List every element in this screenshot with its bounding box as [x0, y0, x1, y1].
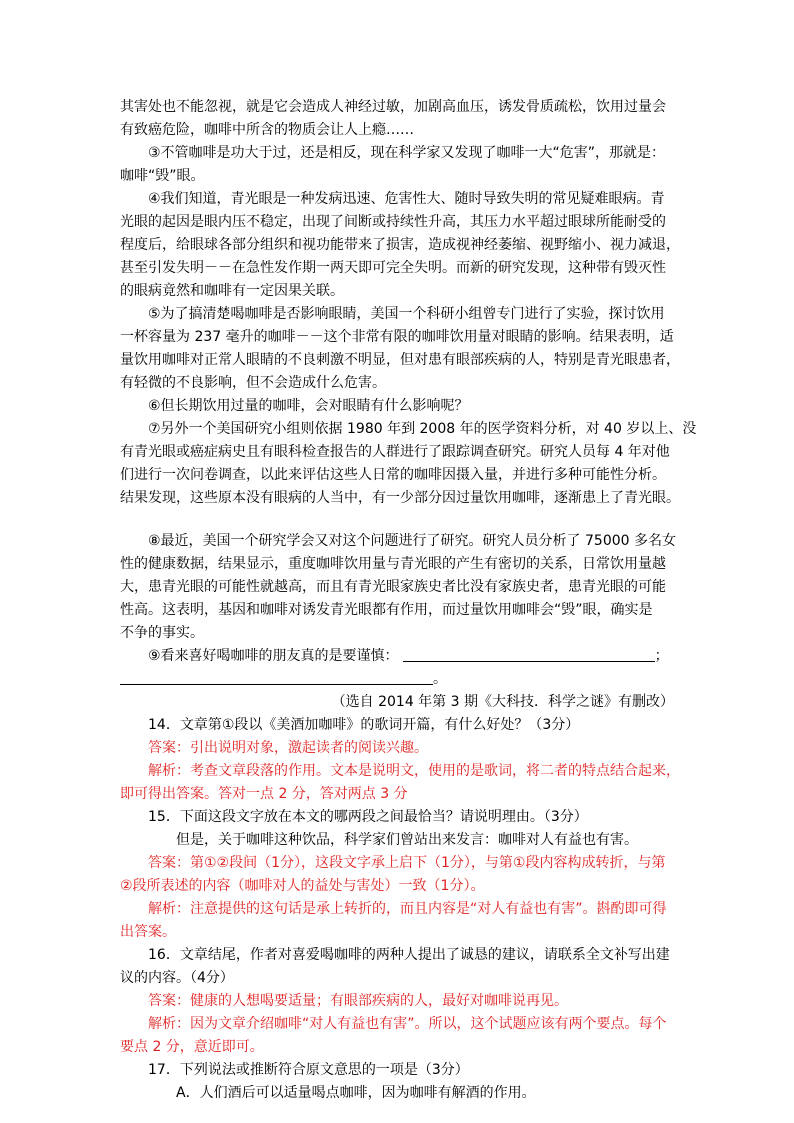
paragraph-9-period: 。	[433, 671, 447, 687]
paragraph-4-line-5: 的眼病竟然和咖啡有一定因果关联。	[120, 283, 344, 299]
q16-question-line-2: 议的内容。（4分）	[120, 970, 234, 986]
paragraph-4-line-1: ④我们知道，青光眼是一种发病迅速、危害性大、随时导致失明的常见疑难眼病。青	[148, 191, 665, 207]
article-source: （选自 2014 年第 3 期《大科技．科学之谜》有删改）	[331, 694, 674, 710]
document-page	[120, 96, 697, 1105]
q14-analysis-line-1: 解析：考查文章段落的作用。文本是说明文，使用的是歌词，将二者的特点结合起来，	[148, 763, 680, 779]
q15-answer-line-1: 答案：第①②段间（1分），这段文字承上启下（1分），与第①段内容构成转折，与第	[148, 855, 666, 871]
q17-question: 17．下列说法或推断符合原文意思的一项是（3分）	[148, 1062, 469, 1078]
paragraph-5-line-3: 量饮用咖啡对正常人眼睛的不良刺激不明显，但对患有眼部疾病的人，特别是青光眼患者，	[120, 352, 680, 368]
paragraph-3-line-2: 咖啡“毁”眼。	[120, 168, 205, 184]
paragraph-9-text: ⑨看来喜好喝咖啡的朋友真的是要谨慎：	[148, 648, 399, 664]
paragraph-5-line-4: 有轻微的不良影响，但不会造成什么危害。	[120, 375, 386, 391]
q15-analysis-line-1: 解析：注意提供的这句话是承上转折的，而且内容是“对人有益也有害”。斟酌即可得	[148, 901, 667, 917]
q17-option-a: A．人们酒后可以适量喝点咖啡，因为咖啡有解酒的作用。	[176, 1085, 536, 1101]
paragraph-3-line-1: ③不管咖啡是功大于过，还是相反，现在科学家又发现了咖啡一大“危害”，那就是：	[148, 145, 666, 161]
paragraph-7-line-1: ⑦另外一个美国研究小组则依据 1980 年到 2008 年的医学资料分析，对 40 岁以上、没	[148, 421, 697, 437]
q16-analysis-line-2: 要点 2 分，意近即可。	[120, 1039, 264, 1055]
q14-question: 14．文章第①段以《美酒加咖啡》的歌词开篇，有什么好处？（3分）	[148, 717, 580, 733]
paragraph-8-line-2: 性的健康数据，结果显示，重度咖啡饮用量与青光眼的产生有密切的关系，日常饮用量越	[120, 556, 666, 572]
paragraph-gap	[120, 510, 674, 530]
q14-analysis-line-2: 即可得出答案。答对一点 2 分，答对两点 3 分	[120, 786, 408, 802]
paragraph-8-line-5: 不争的事实。	[120, 625, 204, 641]
q16-answer: 答案：健康的人想喝要适量；有眼部疾病的人，最好对咖啡说再见。	[148, 993, 568, 1009]
fill-blank-2	[120, 670, 433, 685]
q14-answer: 答案：引出说明对象，激起读者的阅读兴趣。	[148, 740, 428, 756]
paragraph-1-line-1: 其害处也不能忽视，就是它会造成人神经过敏，加剧高血压，诱发骨质疏松，饮用过量会	[120, 99, 666, 115]
paragraph-9-semicolon: ；	[654, 648, 669, 664]
fill-blank-1	[403, 647, 655, 662]
paragraph-9-line-1	[120, 645, 674, 668]
q16-analysis-line-1: 解析：因为文章介绍咖啡“对人有益也有害”。所以，这个试题应该有两个要点。每个	[148, 1016, 667, 1032]
q15-quote: 但是，关于咖啡这种饮品，科学家们曾站出来发言：咖啡对人有益也有害。	[176, 832, 638, 848]
paragraph-8-line-3: 大，患青光眼的可能性就越高，而且有青光眼家族史者比没有家族史者，患青光眼的可能	[120, 579, 666, 595]
paragraph-4-line-2: 光眼的起因是眼内压不稳定，出现了间断或持续性升高，其压力水平超过眼球所能耐受的	[120, 214, 666, 230]
paragraph-5-line-1: ⑤为了搞清楚喝咖啡是否影响眼睛，美国一个科研小组曾专门进行了实验，探讨饮用	[148, 306, 665, 322]
q15-analysis-line-2: 出答案。	[120, 924, 176, 940]
paragraph-6: ⑥但长期饮用过量的咖啡，会对眼睛有什么影响呢？	[148, 398, 469, 414]
paragraph-4-line-4: 甚至引发失明－－在急性发作期一两天即可完全失明。而新的研究发现，这种带有毁灭性	[120, 260, 666, 276]
paragraph-9-line-2	[120, 668, 674, 691]
paragraph-8-line-4: 性高。这表明，基因和咖啡对诱发青光眼都有作用，而过量饮用咖啡会“毁”眼，确实是	[120, 602, 653, 618]
paragraph-7-line-4: 结果发现，这些原本没有眼病的人当中，有一少部分因过量饮用咖啡，逐渐患上了青光眼。	[120, 490, 680, 506]
q15-answer-line-2: ②段所表述的内容（咖啡对人的益处与害处）一致（1分）。	[120, 878, 485, 894]
q15-question: 15．下面这段文字放在本文的哪两段之间最恰当？请说明理由。（3分）	[148, 809, 588, 825]
paragraph-7-line-3: 们进行一次问卷调查，以此来评估这些人日常的咖啡因摄入量，并进行多种可能性分析。	[120, 467, 666, 483]
paragraph-7-line-2: 有青光眼或癌症病史且有眼科检查报告的人群进行了跟踪调查研究。研究人员每 4 年对他	[120, 444, 670, 460]
q16-question-line-1: 16．文章结尾，作者对喜爱喝咖啡的两种人提出了诚恳的建议，请联系全文补写出建	[148, 947, 670, 963]
paragraph-4-line-3: 程度后，给眼球各部分组织和视功能带来了损害，造成视神经萎缩、视野缩小、视力减退，	[120, 237, 680, 253]
paragraph-5-line-2: 一杯容量为 237 毫升的咖啡－－这个非常有限的咖啡饮用量对眼睛的影响。结果表明，适	[120, 329, 674, 345]
paragraph-1-line-2: 有致癌危险，咖啡中所含的物质会让人上瘾……	[120, 122, 414, 138]
paragraph-8-line-1: ⑧最近，美国一个研究学会又对这个问题进行了研究。研究人员分析了 75000 多名女	[148, 533, 676, 549]
